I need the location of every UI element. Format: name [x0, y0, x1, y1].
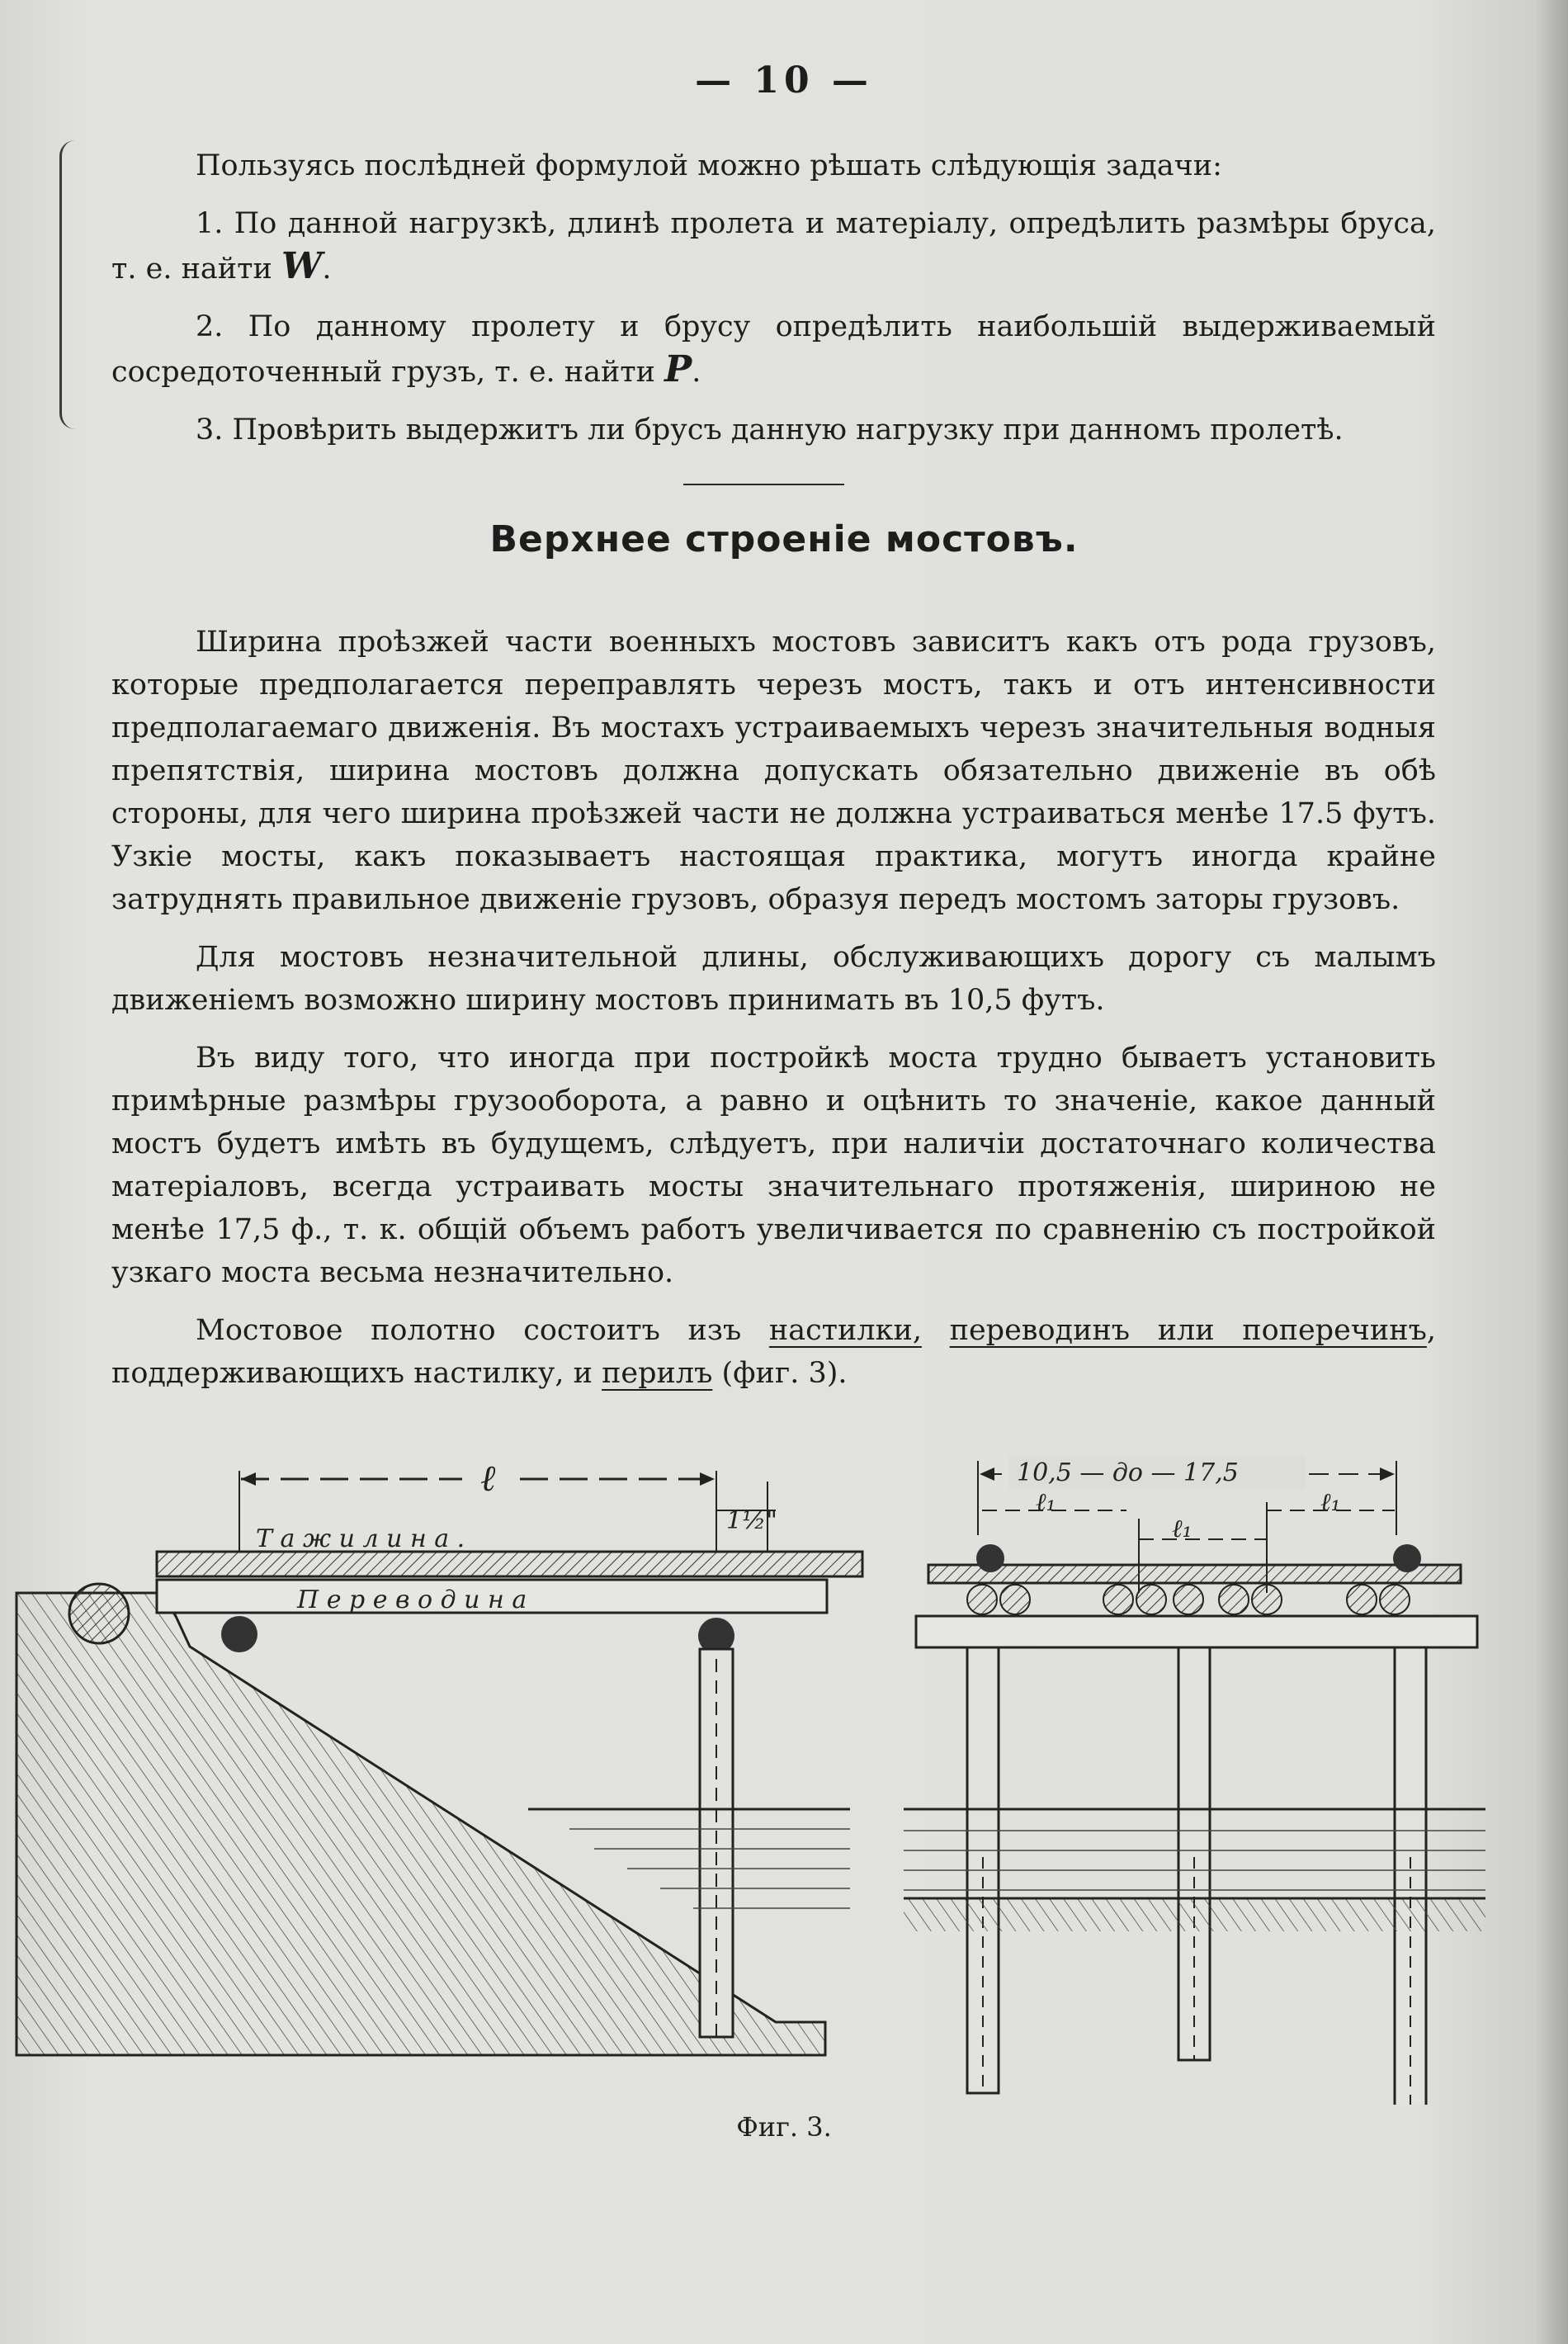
- task-2-text: 2. По данному пролету и брусу опредѣлить наибольшій выдерживаемый сосредоточенный грузъ, т. е. найти: [111, 310, 1436, 389]
- task-2: [111, 305, 1436, 394]
- section-divider: [683, 484, 844, 485]
- abutment-log: [69, 1584, 129, 1643]
- curb-log-left: [976, 1544, 1004, 1572]
- task-1-symbol: W: [281, 245, 323, 287]
- term-railing: перилъ: [602, 1357, 713, 1390]
- paragraph-2: Для мостовъ незначительной длины, обслуживающихъ дорогу съ малымъ движеніемъ возможно ширину мостовъ принимать въ 10,5 футъ.: [111, 941, 1436, 1017]
- paragraph-4: [111, 1309, 1436, 1395]
- page-number: — 10 —: [695, 59, 873, 102]
- bay-label-right: ℓ₁: [1320, 1488, 1341, 1517]
- figure-caption: Фиг. 3.: [736, 2111, 832, 2143]
- body-block: [111, 621, 1436, 1410]
- riverbed: [904, 1898, 1485, 1931]
- cross-deck: [928, 1565, 1461, 1583]
- bay-label-left: ℓ₁: [1036, 1488, 1056, 1517]
- beam-label: П е р е в о д и н а: [297, 1586, 527, 1614]
- p4-after: (фиг. 3).: [712, 1357, 848, 1390]
- figure-left-longitudinal: [17, 1458, 862, 2055]
- figure-right-cross-section: [904, 1456, 1485, 2105]
- p4-space: [922, 1314, 950, 1347]
- paragraph-3: Въ виду того, что иногда при постройкѣ моста трудно бываетъ установить примѣрные размѣры грузооборота, а равно и оцѣнить то значеніе, какое данный мостъ будетъ имѣть въ будущемъ, слѣдуетъ, при наличіи достаточнаго количества матеріаловъ, всегда устраивать мосты значительнаго протяженія, шириною не менѣе 17,5 ф., т. к. общій объемъ работъ увеличивается по сравненію съ постройкой узкаго моста весьма незначительно.: [111, 1042, 1436, 1289]
- intro-lead: Пользуясь послѣдней формулой можно рѣшать слѣдующія задачи:: [196, 149, 1222, 182]
- deck-planking: [157, 1552, 862, 1576]
- cross-piles: [967, 1647, 1426, 2105]
- paragraph-1: Ширина проѣзжей части военныхъ мостовъ зависитъ какъ отъ рода грузовъ, которые предполагается переправлять черезъ мостъ, такъ и отъ интенсивности предполагаемаго движенія. Въ мостахъ устраиваемыхъ черезъ значительныя водныя препятствія, ширина мостовъ должна допускать обязательно движеніе въ обѣ стороны, для чего ширина проѣзжей части не должна устраиваться менѣе 17.5 футъ. Узкіе мосты, какъ показываетъ настоящая практика, могутъ иногда крайне затруднять правильное движеніе грузовъ, образуя передъ мостомъ заторы грузовъ.: [111, 626, 1436, 916]
- deck-label: Т а ж и л и н а .: [256, 1524, 465, 1553]
- width-label: 10,5 — до — 17,5: [1017, 1458, 1239, 1487]
- bank-sill: [221, 1616, 257, 1652]
- intro-block: [111, 144, 1436, 466]
- term-decking: настилки,: [768, 1314, 922, 1347]
- margin-pencil-bracket: [59, 140, 75, 429]
- bay-label-mid: ℓ₁: [1172, 1515, 1193, 1543]
- cap-beam: [916, 1616, 1477, 1647]
- task-1-end: .: [322, 253, 332, 286]
- gap-label: 1½": [726, 1506, 777, 1535]
- span-label: ℓ: [480, 1458, 496, 1500]
- figure-3-drawing: [0, 1428, 1568, 2105]
- task-3: [111, 409, 1436, 451]
- p4-mid: , поддерживающихъ настилку, и: [111, 1314, 1436, 1390]
- task-1-text: 1. По данной нагрузкѣ, длинѣ пролета и матеріалу, опредѣлить размѣры бруса, т. е. найти: [111, 207, 1436, 286]
- task-2-end: .: [692, 356, 701, 389]
- term-beams: переводинъ или поперечинъ: [949, 1314, 1427, 1347]
- section-title: Верхнее строеніе мостовъ.: [489, 518, 1079, 560]
- task-2-symbol: P: [664, 348, 692, 390]
- gap-dimension: [716, 1482, 777, 1552]
- curb-log-right: [1393, 1544, 1421, 1572]
- p4-before: Мостовое полотно состоитъ изъ: [196, 1314, 769, 1347]
- task-1: [111, 202, 1436, 291]
- beam-ends: [967, 1585, 1410, 1614]
- task-3-text: 3. Провѣрить выдержитъ ли брусъ данную нагрузку при данномъ пролетѣ.: [196, 414, 1344, 447]
